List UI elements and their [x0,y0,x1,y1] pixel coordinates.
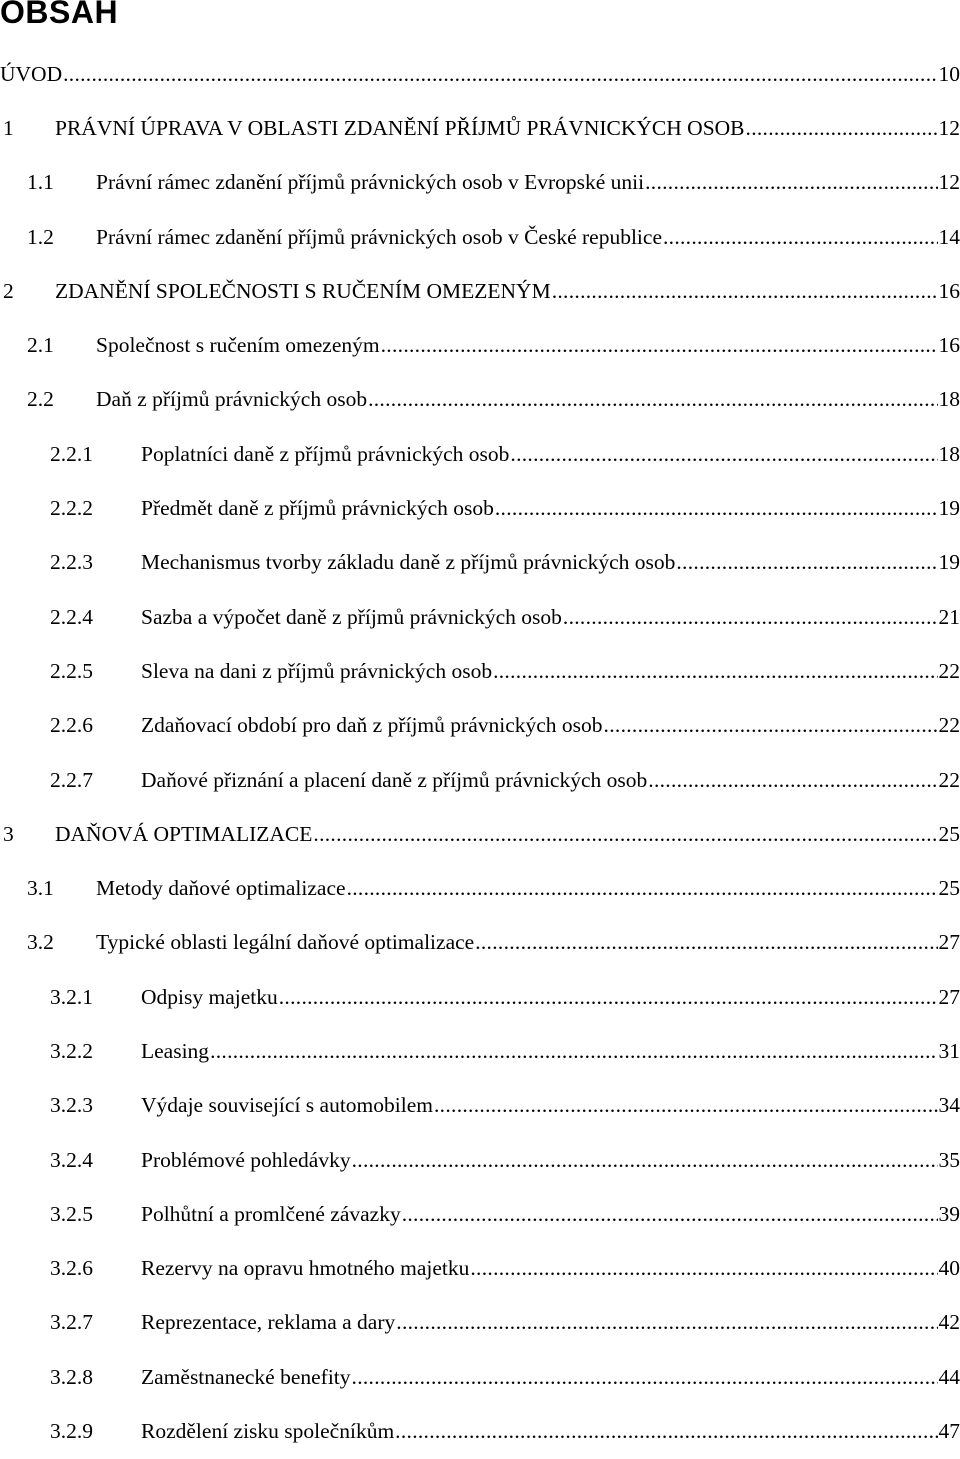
toc-entry-number: 3.2.3 [0,1093,141,1118]
toc-entry[interactable] [0,970,960,1024]
toc-entry-number: 3.2.7 [0,1310,141,1335]
toc-entry[interactable] [0,481,960,535]
toc-entry-number: 2.2.7 [0,768,141,793]
toc-entry-title: Odpisy majetku [141,985,278,1010]
toc-entry-number: 2.2 [0,387,68,412]
toc-entry-number: 3.2 [0,930,68,955]
dot-leader [434,1093,938,1118]
toc-entry-page-number: 27 [939,985,960,1010]
toc-entry[interactable] [0,861,960,915]
toc-entry[interactable] [0,916,960,970]
toc-entry[interactable] [0,427,960,481]
toc-entry-number: 2.2.4 [0,605,141,630]
toc-entry[interactable] [0,807,960,861]
toc-entry-page-number: 14 [939,225,960,250]
toc-entry[interactable] [0,590,960,644]
toc-entry[interactable] [0,318,960,372]
dot-leader [381,333,938,358]
toc-entry-number: 3.2.1 [0,985,141,1010]
table-of-contents [0,47,960,1459]
dot-leader [604,713,938,738]
toc-entry-title: Sleva na dani z příjmů právnických osob [141,659,492,684]
toc-entry-title: Problémové pohledávky [141,1148,351,1173]
toc-entry[interactable] [0,264,960,318]
toc-entry-number: 3.2.8 [0,1365,141,1390]
toc-entry-title: Reprezentace, reklama a dary [141,1310,395,1335]
dot-leader [645,170,937,195]
toc-entry[interactable] [0,1079,960,1133]
toc-entry-title: Výdaje související s automobilem [141,1093,433,1118]
dot-leader [352,1148,938,1173]
toc-entry-title: Mechanismus tvorby základu daně z příjmů právnických osob [141,550,675,575]
toc-entry-title: ÚVOD [0,62,62,87]
toc-entry[interactable] [0,1133,960,1187]
toc-entry-page-number: 27 [939,930,960,955]
toc-entry-title: DAŇOVÁ OPTIMALIZACE [55,822,312,847]
toc-entry-title: PRÁVNÍ ÚPRAVA V OBLASTI ZDANĚNÍ PŘÍJMŮ PRÁVNICKÝCH OSOB [55,116,745,141]
toc-entry-page-number: 12 [939,170,960,195]
toc-entry-title: Metody daňové optimalizace [96,876,346,901]
toc-entry-title: Právní rámec zdanění příjmů právnických osob v Evropské unii [96,170,644,195]
dot-leader [493,659,937,684]
toc-entry-number: 1.1 [0,170,68,195]
toc-entry-title: Právní rámec zdanění příjmů právnických osob v České republice [96,225,662,250]
toc-entry[interactable] [0,101,960,155]
toc-entry-page-number: 44 [939,1365,960,1390]
dot-leader [648,768,937,793]
toc-entry-page-number: 35 [939,1148,960,1173]
dot-leader [347,876,938,901]
toc-entry-page-number: 34 [939,1093,960,1118]
toc-entry-title: Předmět daně z příjmů právnických osob [141,496,494,521]
toc-entry-number: 3.2.9 [0,1419,141,1444]
toc-entry-page-number: 22 [939,713,960,738]
toc-entry[interactable] [0,1242,960,1296]
toc-entry-title: Leasing [141,1039,209,1064]
toc-entry-page-number: 47 [939,1419,960,1444]
toc-entry-page-number: 31 [939,1039,960,1064]
dot-leader [552,279,938,304]
dot-leader [313,822,937,847]
toc-entry[interactable] [0,753,960,807]
toc-entry[interactable] [0,1296,960,1350]
toc-entry[interactable] [0,210,960,264]
toc-entry-number: 3.2.6 [0,1256,141,1281]
toc-entry-title: Zdaňovací období pro daň z příjmů právnických osob [141,713,603,738]
dot-leader [279,985,938,1010]
dot-leader [470,1256,937,1281]
toc-entry-number: 1.2 [0,225,68,250]
toc-entry-number: 3.1 [0,876,68,901]
toc-entry[interactable] [0,644,960,698]
toc-entry-title: Daň z příjmů právnických osob [96,387,367,412]
toc-entry[interactable] [0,1350,960,1404]
dot-leader [352,1365,938,1390]
toc-entry-title: Daňové přiznání a placení daně z příjmů právnických osob [141,768,647,793]
dot-leader [63,62,937,87]
toc-entry[interactable] [0,1187,960,1241]
dot-leader [368,387,937,412]
toc-entry-number: 3.2.5 [0,1202,141,1227]
toc-entry-title: Typické oblasti legální daňové optimalizace [96,930,474,955]
toc-entry-number: 3.2.4 [0,1148,141,1173]
toc-entry-title: Společnost s ručením omezeným [96,333,380,358]
toc-entry[interactable] [0,47,960,101]
toc-entry-title: Rezervy na opravu hmotného majetku [141,1256,469,1281]
toc-entry[interactable] [0,1024,960,1078]
toc-entry-page-number: 25 [939,822,960,847]
toc-entry-page-number: 22 [939,659,960,684]
toc-entry-page-number: 16 [939,279,960,304]
toc-entry-number: 2.2.1 [0,442,141,467]
dot-leader [402,1202,938,1227]
toc-entry-number: 3.2.2 [0,1039,141,1064]
toc-entry-page-number: 12 [939,116,960,141]
dot-leader [746,116,938,141]
toc-entry[interactable] [0,156,960,210]
toc-entry-page-number: 22 [939,768,960,793]
toc-entry-page-number: 19 [939,550,960,575]
toc-entry[interactable] [0,536,960,590]
dot-leader [210,1039,937,1064]
toc-entry-page-number: 16 [939,333,960,358]
toc-entry-page-number: 39 [939,1202,960,1227]
dot-leader [495,496,938,521]
toc-entry-number: 1 [3,116,55,141]
dot-leader [475,930,937,955]
toc-entry-page-number: 21 [939,605,960,630]
toc-entry-page-number: 25 [939,876,960,901]
dot-leader [510,442,937,467]
toc-entry-number: 2 [3,279,55,304]
toc-entry-number: 2.1 [0,333,68,358]
toc-entry-page-number: 42 [939,1310,960,1335]
toc-entry-number: 2.2.6 [0,713,141,738]
toc-entry-number: 2.2.2 [0,496,141,521]
dot-leader [395,1419,937,1444]
toc-entry-title: Rozdělení zisku společníkům [141,1419,394,1444]
toc-entry-title: Sazba a výpočet daně z příjmů právnických osob [141,605,562,630]
toc-entry[interactable] [0,1404,960,1458]
toc-entry-title: Poplatníci daně z příjmů právnických osob [141,442,509,467]
toc-entry-number: 3 [3,822,55,847]
dot-leader [396,1310,937,1335]
toc-entry-page-number: 40 [939,1256,960,1281]
toc-entry-title: Polhůtní a promlčené závazky [141,1202,401,1227]
toc-entry-page-number: 18 [939,442,960,467]
page-title: OBSAH [0,0,118,32]
toc-entry[interactable] [0,699,960,753]
toc-entry-title: ZDANĚNÍ SPOLEČNOSTI S RUČENÍM OMEZENÝM [55,279,551,304]
toc-entry-number: 2.2.3 [0,550,141,575]
dot-leader [676,550,937,575]
toc-entry-page-number: 18 [939,387,960,412]
toc-entry-page-number: 19 [939,496,960,521]
dot-leader [563,605,938,630]
toc-entry-number: 2.2.5 [0,659,141,684]
dot-leader [663,225,938,250]
toc-entry[interactable] [0,373,960,427]
toc-entry-title: Zaměstnanecké benefity [141,1365,351,1390]
toc-entry-page-number: 10 [939,62,960,87]
